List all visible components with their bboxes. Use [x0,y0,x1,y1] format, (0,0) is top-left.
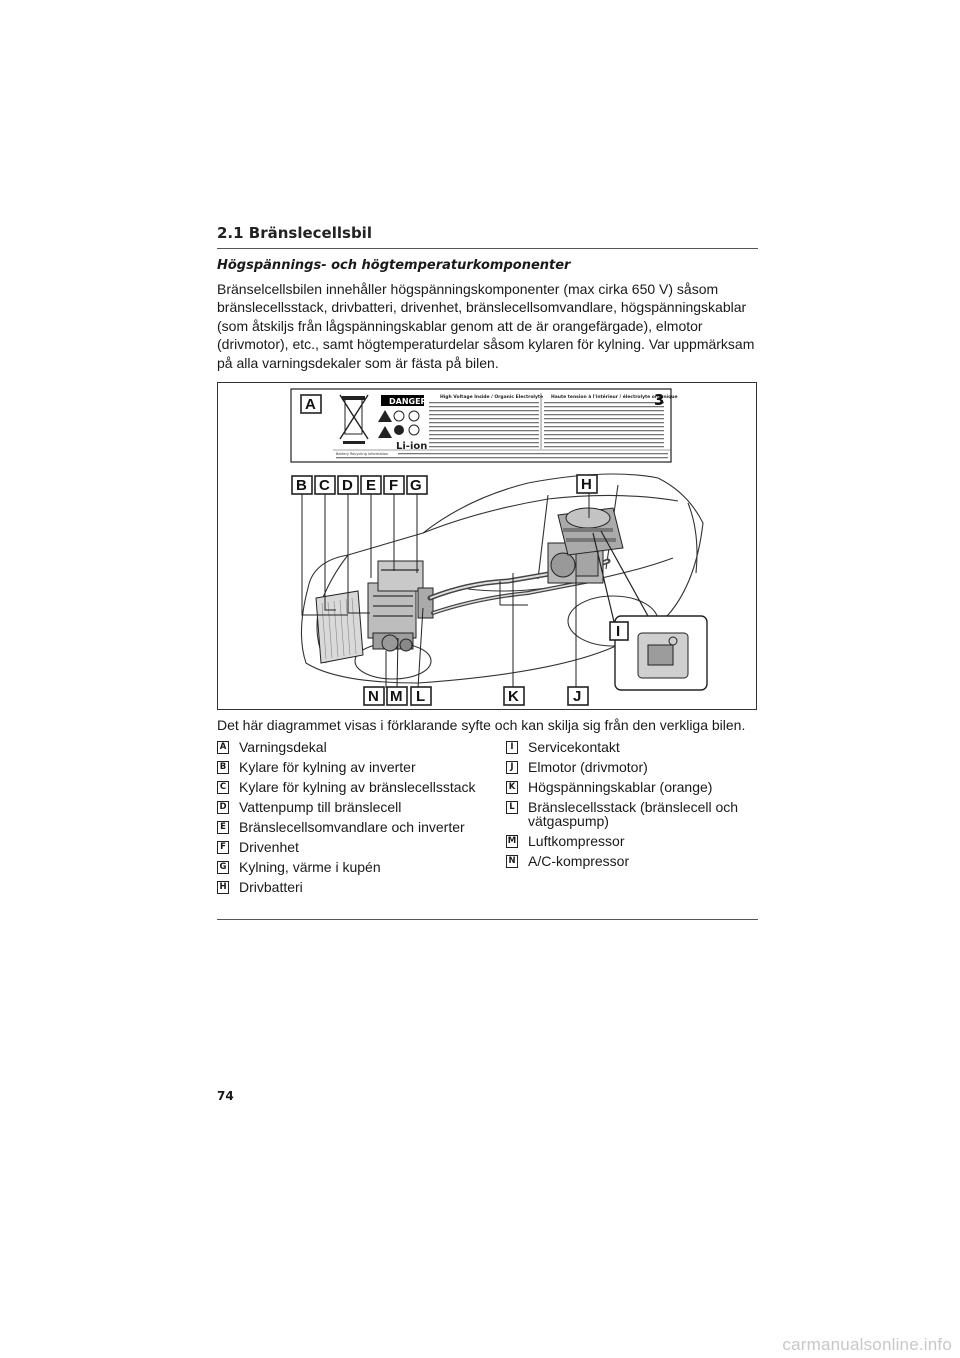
svg-text:L: L [416,688,426,705]
subheading: Högspännings- och högtemperaturkomponenter [217,258,571,273]
legend-left-column [217,740,492,900]
label-n [364,687,384,705]
label-k [504,687,524,705]
warning-decal [291,389,678,462]
intro-paragraph: Bränselcellsbilen innehåller högspänningskomponenter (max cirka 650 V) såsom bränslecellsstack, drivbatteri, drivenhet, bränslecellsomvandlare, högspänningskablar (som åtskiljs från lågspänningskablar genom att de är orangefärgade), elmotor (drivmotor), etc., samt högtemperaturdelar såsom kylaren för kylning. Var uppmärksam på alla varningsdekaler som är fästa på bilen. [217,281,755,371]
legend-key: J [506,761,518,774]
legend-key: I [506,741,518,754]
legend-item-f [217,840,492,854]
svg-text:C: C [319,477,330,494]
legend-item-k [506,780,761,794]
legend-item-b [217,760,492,774]
legend-text: Kylare för kylning av bränslecellsstack [239,779,476,795]
legend-key: F [217,841,229,854]
legend-key: E [217,821,229,834]
label-a [301,395,321,413]
figure-caption: Det här diagrammet visas i förklarande syfte och kan skilja sig från den verkliga bilen. [217,717,746,733]
legend-key: G [217,861,229,874]
svg-text:J: J [573,688,582,705]
legend-item-e [217,820,492,834]
svg-text:G: G [410,477,422,494]
legend-text: Elmotor (drivmotor) [528,759,648,775]
legend-item-g [217,860,492,874]
legend-text: Högspänningskablar (orange) [528,779,713,795]
legend-text: Bränslecellsstack (bränslecell och vätgaspump) [528,799,739,829]
legend-key: B [217,761,229,774]
label-l [411,687,431,705]
vehicle-diagram [217,382,757,710]
legend-item-d [217,800,492,814]
legend-right-column [506,740,761,874]
legend-key: N [506,855,518,868]
legend-item-c [217,780,492,794]
legend-key: L [506,801,518,814]
legend-text: A/C-kompressor [528,853,630,869]
drive-battery [558,508,623,555]
label-b [292,476,312,494]
svg-text:M: M [390,688,403,705]
svg-text:K: K [508,688,519,705]
legend-key: A [217,741,229,754]
page-number: 74 [217,1089,234,1103]
legend-text: Servicekontakt [528,739,620,755]
li-ion-text: Li-ion [396,441,428,452]
label-e [361,476,381,494]
section-title: 2.1 Bränslecellsbil [217,224,758,249]
watermark: carmanualsonline.info [782,1335,952,1354]
legend-text: Drivbatteri [239,879,303,895]
decal-recycling-text: Battery Recycling Information [336,452,389,456]
label-c [315,476,335,494]
svg-text:N: N [368,688,379,705]
decal-number: 3 [654,391,665,409]
label-d [338,476,358,494]
label-i [610,622,628,640]
legend-item-n [506,854,761,868]
legend-key: C [217,781,229,794]
legend-item-m [506,834,761,848]
service-plug-inset [593,531,707,690]
label-m [387,687,407,705]
legend-key: D [217,801,229,814]
legend-item-l [506,800,761,828]
legend-item-j [506,760,761,774]
legend-key: M [507,836,517,846]
legend-item-a [217,740,492,754]
bottom-divider [217,919,758,920]
radiator [316,591,363,663]
legend-item-h [217,880,492,894]
label-f [384,476,404,494]
legend-item-i [506,740,761,754]
legend-text: Vattenpump till bränslecell [239,799,402,815]
fuel-cell-block [368,561,433,651]
legend-text: Luftkompressor [528,833,625,849]
legend-text: Kylning, värme i kupén [239,859,381,875]
label-j [568,687,588,705]
svg-text:D: D [342,477,353,494]
decal-title-fr: Haute tension à l'intérieur / électrolyte organique [551,395,678,400]
label-h [577,475,597,493]
svg-text:H: H [581,476,592,493]
components [316,508,623,663]
legend-key: K [506,781,518,794]
label-g [407,476,427,494]
danger-text: DANGER [389,397,427,406]
legend-text: Bränslecellsomvandlare och inverter [239,819,465,835]
svg-text:F: F [389,477,399,494]
svg-text:A: A [305,396,316,413]
svg-text:E: E [366,477,377,494]
legend-text: Varningsdekal [239,739,327,755]
svg-text:B: B [296,477,307,494]
legend-text: Kylare för kylning av inverter [239,759,416,775]
legend-text: Drivenhet [239,839,299,855]
decal-title-en: High Voltage Inside / Organic Electrolyte [440,395,544,400]
legend-key: H [217,881,229,894]
svg-text:I: I [616,623,621,640]
